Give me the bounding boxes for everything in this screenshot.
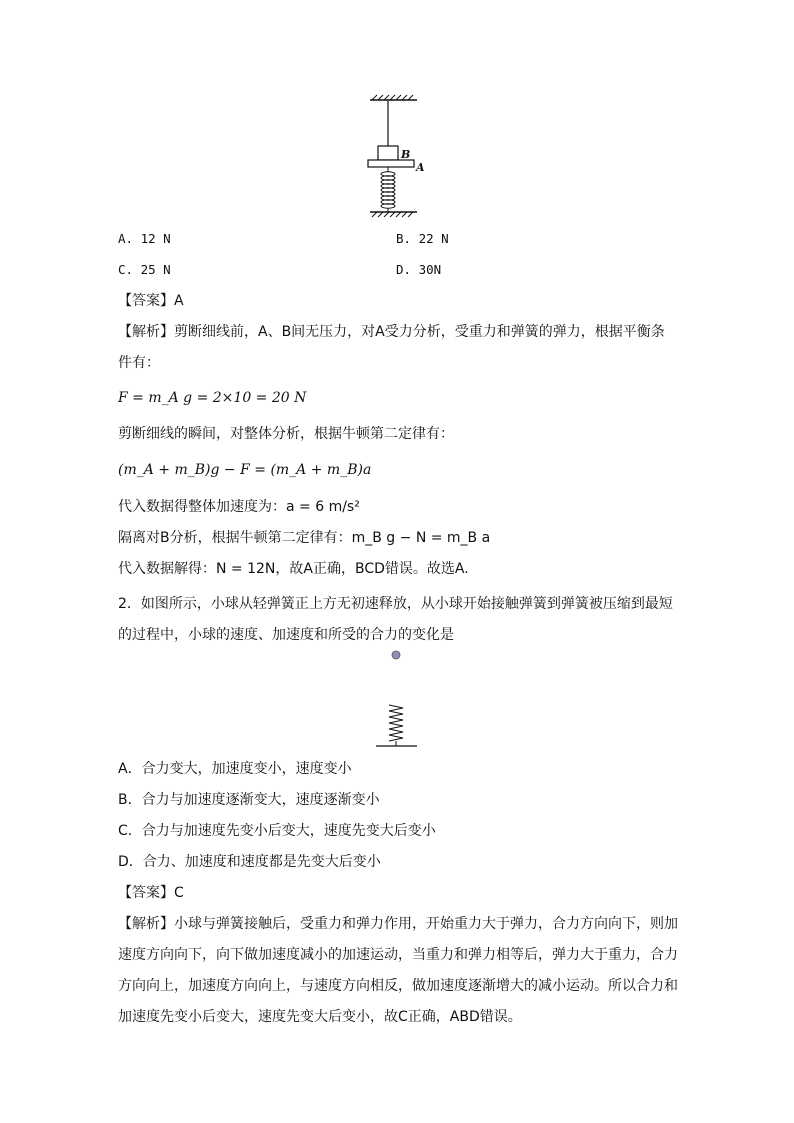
equation-1: F = m_A g = 2×10 = 20 N — [118, 390, 307, 406]
label-b: B — [401, 148, 411, 161]
label-a: A — [416, 161, 425, 174]
ball-icon — [392, 651, 400, 659]
analysis-1-line-1: 【解析】剪断细线前，A、B间无压力，对A受力分析，受重力和弹簧的弹力，根据平衡条 — [118, 324, 665, 340]
answer-1: 【答案】A — [118, 293, 184, 309]
analysis-2-line-4: 加速度先变小后变大，速度先变大后变小，故C正确，ABD错误。 — [118, 1009, 522, 1025]
q2-option-b: B．合力与加速度逐渐变大，速度逐渐变小 — [118, 792, 380, 808]
analysis-1-line-2: 件有： — [118, 355, 160, 371]
q2-stem-line-2: 的过程中，小球的速度、加速度和所受的合力的变化是 — [118, 627, 454, 643]
q2-option-a: A．合力变大，加速度变小，速度变小 — [118, 761, 352, 777]
analysis-2-line-3: 方向向上，加速度方向向上，与速度方向相反，做加速度逐渐增大的减小运动。所以合力和 — [118, 978, 678, 994]
option-d: D. 30N — [396, 262, 442, 277]
option-a: A. 12 N — [118, 231, 171, 246]
analysis-1-line-3: 剪断细线的瞬间，对整体分析，根据牛顿第二定律有： — [118, 426, 454, 442]
q2-option-c: C．合力与加速度先变小后变大，速度先变大后变小 — [118, 823, 436, 839]
figure-spring-blocks — [0, 0, 794, 220]
analysis-1-iso: 隔离对B分析，根据牛顿第二定律有：m_B g − N = m_B a — [118, 530, 491, 546]
option-c: C. 25 N — [118, 262, 171, 277]
q2-option-d: D．合力、加速度和速度都是先变大后变小 — [118, 854, 381, 870]
analysis-1-acc: 代入数据得整体加速度为：a = 6 m/s² — [118, 499, 360, 515]
answer-2: 【答案】C — [118, 885, 184, 901]
q2-stem-line-1: 2．如图所示，小球从轻弹簧正上方无初速释放，从小球开始接触弹簧到弹簧被压缩到最短 — [118, 596, 673, 612]
equation-2: (m_A + m_B)g − F = (m_A + m_B)a — [118, 462, 372, 478]
option-b: B. 22 N — [396, 231, 449, 246]
analysis-2-line-2: 速度方向向下，向下做加速度减小的加速运动，当重力和弹力相等后，弹力大于重力，合力 — [118, 947, 678, 963]
analysis-1-conclusion: 代入数据解得：N = 12N，故A正确，BCD错误。故选A. — [118, 561, 469, 577]
analysis-2-line-1: 【解析】小球与弹簧接触后，受重力和弹力作用，开始重力大于弹力，合力方向向下，则加 — [118, 916, 678, 932]
